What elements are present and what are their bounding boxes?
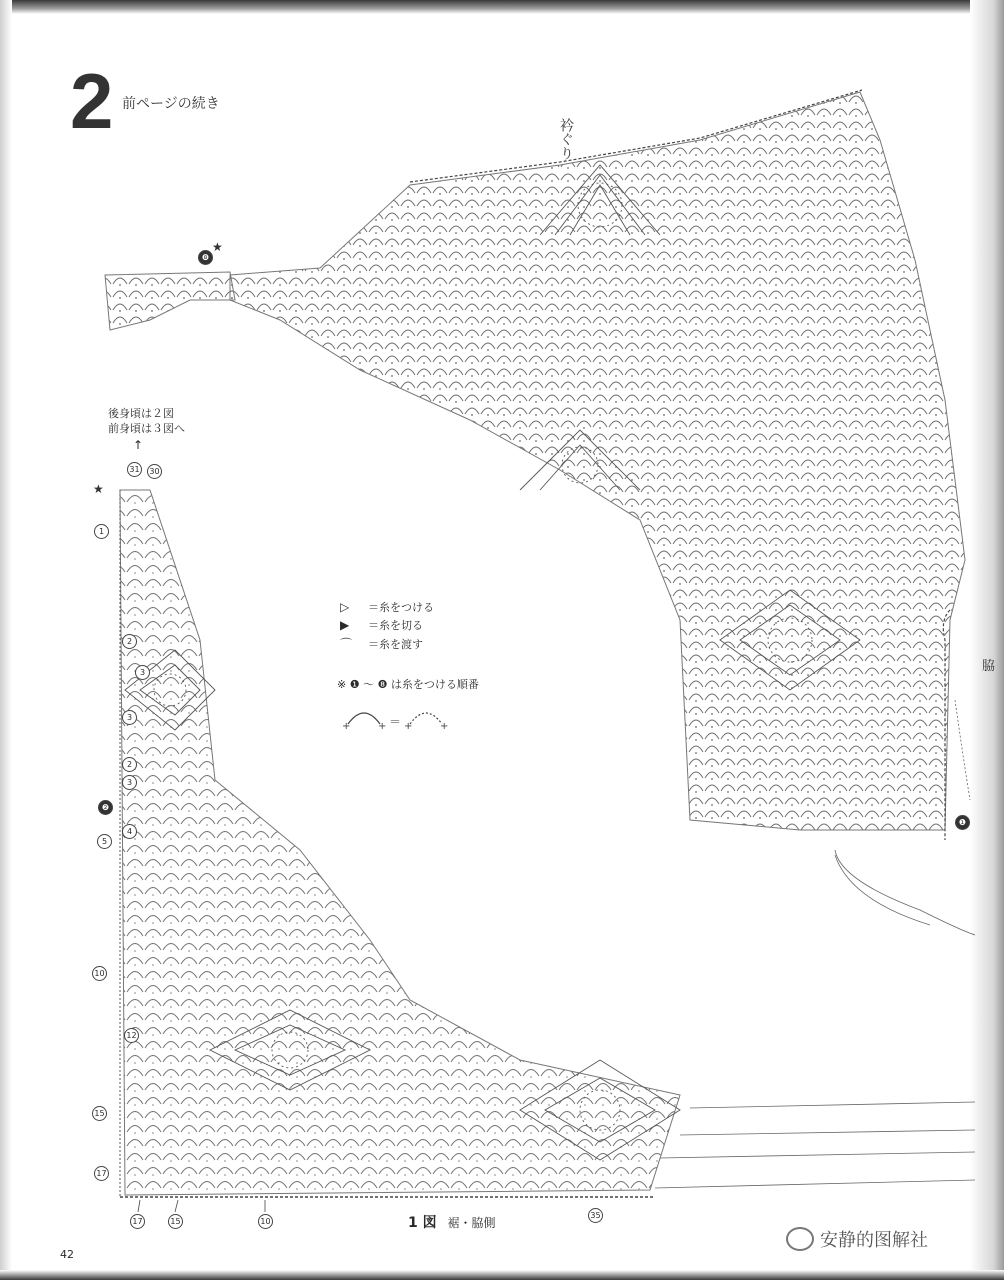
- row-marker-1: 1: [94, 524, 109, 539]
- bottom-marker-10: 10: [258, 1214, 273, 1229]
- svg-text:+: +: [342, 721, 351, 732]
- row-marker-2: 2: [122, 634, 137, 649]
- row-marker-3: 3: [135, 665, 150, 680]
- stitch-equivalence-equals: ＝: [389, 715, 402, 729]
- neckline-label: 衿ぐり: [558, 118, 574, 160]
- bottom-marker-17: 17: [130, 1214, 145, 1229]
- bottom-marker-15: 15: [168, 1214, 183, 1229]
- watermark-text: 安静的图解社: [820, 1230, 928, 1251]
- star-mark: ★: [93, 482, 104, 496]
- row-marker-2b: 2: [122, 757, 137, 772]
- bottom-marker-35: 35: [588, 1208, 603, 1223]
- row-marker-3c: 3: [122, 775, 137, 790]
- attach-order-1: ❶: [955, 815, 970, 830]
- row-marker-5: 5: [97, 834, 112, 849]
- lower-panel: [120, 490, 680, 1195]
- section-number: 2: [70, 57, 114, 145]
- legend-cut-label: ＝糸を切る: [368, 619, 423, 632]
- legend-order-note: ※ ❶ ～ ❽ は糸をつける順番: [337, 678, 479, 691]
- note-arrow: ↑: [133, 438, 144, 452]
- attach-thread-icon: ▷: [340, 600, 350, 614]
- row-marker-15: 15: [92, 1106, 107, 1121]
- side-label: 脇: [982, 659, 996, 674]
- legend-carry: [340, 635, 423, 652]
- section-caption: 前ページの続き: [122, 96, 220, 112]
- star-mark-top: ★: [212, 240, 223, 254]
- wechat-icon: [786, 1227, 814, 1251]
- figure-caption-main: 1 図: [408, 1215, 437, 1231]
- row-marker-4: 4: [122, 824, 137, 839]
- row-marker-31: 31: [127, 462, 142, 477]
- watermark: [786, 1226, 928, 1252]
- row-marker-10: 10: [92, 966, 107, 981]
- svg-text:+: +: [440, 721, 449, 732]
- note-front-panel: 前身頃は３図へ: [108, 422, 185, 435]
- svg-text:+: +: [404, 721, 413, 732]
- attach-order-8: ❽: [198, 250, 213, 265]
- figure-caption-sub: 裾・脇側: [447, 1216, 496, 1230]
- note-back-panel: 後身頃は２図: [108, 407, 174, 420]
- row-marker-3b: 3: [122, 710, 137, 725]
- legend-attach-label: ＝糸をつける: [368, 601, 434, 614]
- page-number: 42: [60, 1248, 74, 1261]
- left-flap: [105, 272, 235, 330]
- row-marker-12: 12: [124, 1028, 139, 1043]
- row-marker-30: 30: [147, 464, 162, 479]
- figure-caption: [408, 1212, 496, 1232]
- legend-attach: [340, 599, 434, 615]
- attach-order-2: ❷: [98, 800, 113, 815]
- legend-cut: [340, 617, 423, 633]
- svg-text:+: +: [378, 721, 387, 732]
- row-marker-17: 17: [94, 1166, 109, 1181]
- carry-thread-icon: ⌒: [340, 637, 353, 651]
- legend-carry-label: ＝糸を渡す: [368, 637, 423, 651]
- cut-thread-icon: ▶: [340, 618, 350, 632]
